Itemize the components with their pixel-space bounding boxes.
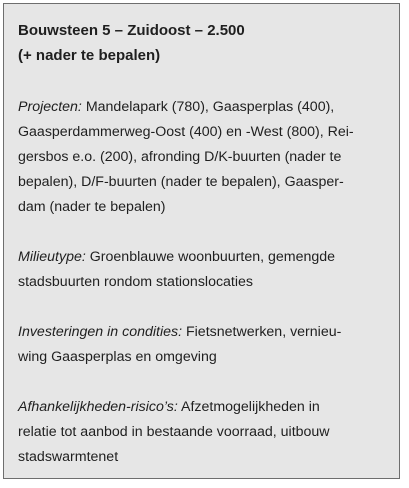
section-text: Afzetmogelijkheden in	[177, 399, 320, 415]
section-text: Mandelapark (780), Gaasperplas (400),	[81, 99, 335, 115]
section-text: stadswarmtenet	[18, 449, 119, 465]
section-label: Projecten:	[18, 99, 82, 115]
section-text: dam (nader te bepalen)	[18, 199, 166, 215]
section-text: gersbos e.o. (200), afronding D/K-buurten (nader te	[18, 149, 342, 165]
section-investeringen	[18, 320, 387, 370]
section-label: Afhankelijkheden-risico’s:	[18, 399, 178, 415]
section-text: Fietsnetwerken, vernieu-	[182, 324, 342, 340]
section-afhankelijkheden	[18, 395, 387, 470]
section-projecten	[18, 95, 387, 220]
heading-title: Bouwsteen 5 – Zuidoost – 2.500	[18, 22, 245, 39]
section-milieutype	[18, 245, 387, 295]
section-text: bepalen), D/F-buurten (nader te bepalen), Gaasper-	[18, 174, 344, 190]
section-text: stadsbuurten rondom stationslocaties	[18, 274, 254, 290]
section-label: Investeringen in condities:	[18, 324, 183, 340]
section-text: wing Gaasperplas en omgeving	[18, 349, 217, 365]
section-label: Milieutype:	[18, 249, 86, 265]
section-text: relatie tot aanbod in bestaande voorraad, uitbouw	[18, 424, 330, 440]
info-box	[3, 3, 400, 479]
heading-subtitle: (+ nader te bepalen)	[18, 47, 161, 64]
section-text: Gaasperdammerweg-Oost (400) en -West (800), Rei-	[18, 124, 354, 140]
box-heading	[18, 18, 387, 68]
section-text: Groenblauwe woonbuurten, gemengde	[85, 249, 336, 265]
